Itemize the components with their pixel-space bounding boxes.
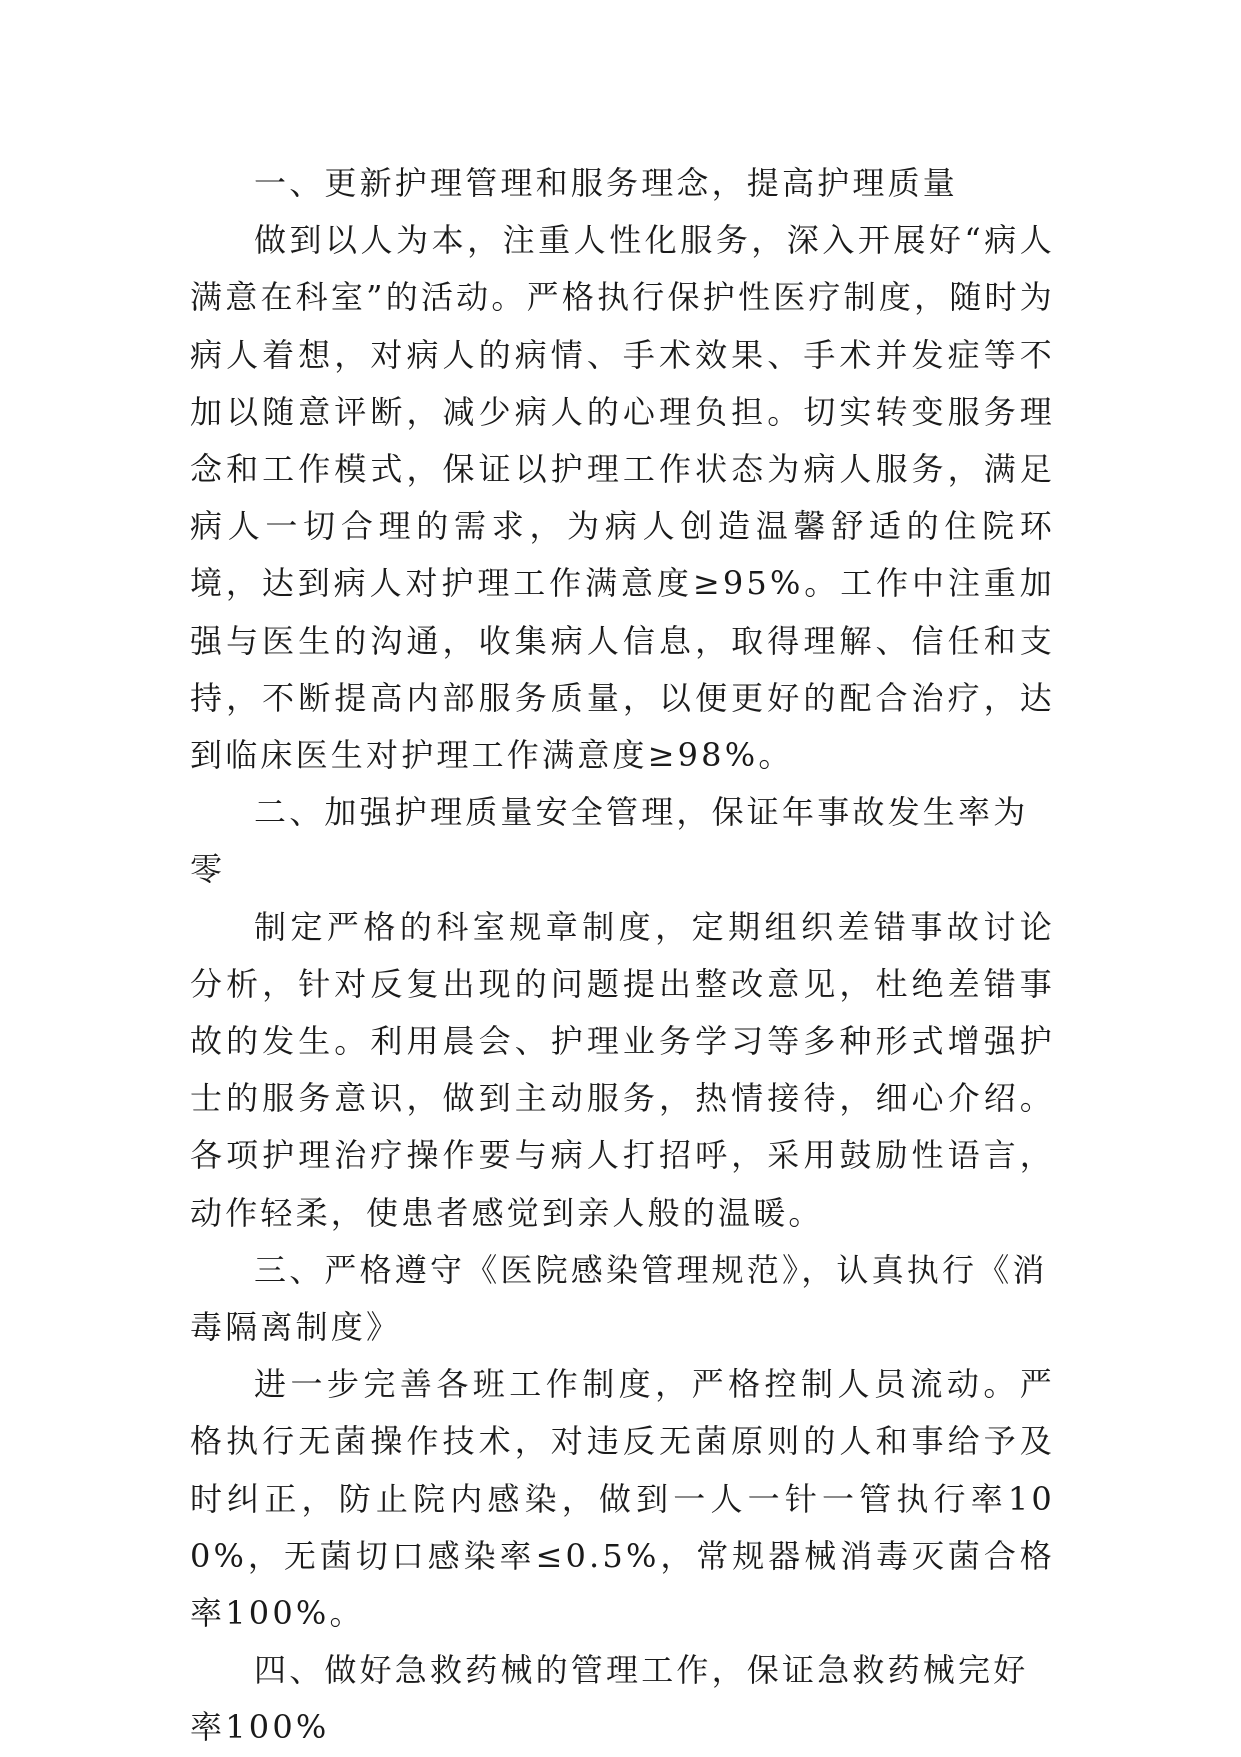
- section-paragraph-1: 做到以人为本，注重人性化服务，深入开展好“病人满意在科室”的活动。严格执行保护性医疗制度，随时为病人着想，对病人的病情、手术效果、手术并发症等不加以随意评断，减少病人的心理负担。切实转变服务理念和工作模式，保证以护理工作状态为病人服务，满足病人一切合理的需求，为病人创造温馨舒适的住院环境，达到病人对护理工作满意度≥95%。工作中注重加强与医生的沟通，收集病人信息，取得理解、信任和支持，不断提高内部服务质量，以便更好的配合治疗，达到临床医生对护理工作满意度≥98%。: [190, 221, 1055, 775]
- section-heading-4: 四、做好急救药械的管理工作，保证急救药械完好率100%: [190, 1651, 1029, 1747]
- section-paragraph-3: 进一步完善各班工作制度，严格控制人员流动。严格执行无菌操作技术，对违反无菌原则的人和事给予及时纠正，防止院内感染，做到一人一针一管执行率100%，无菌切口感染率≤0.5%，常规器械消毒灭菌合格率100%。: [190, 1365, 1055, 1633]
- section-heading-1: 一、更新护理管理和服务理念，提高护理质量: [254, 164, 959, 202]
- document-body: [190, 155, 1055, 1757]
- section-paragraph-2: 制定严格的科室规章制度，定期组织差错事故讨论分析，针对反复出现的问题提出整改意见，杜绝差错事故的发生。利用晨会、护理业务学习等多种形式增强护士的服务意识，做到主动服务，热情接待，细心介绍。各项护理治疗操作要与病人打招呼，采用鼓励性语言，动作轻柔，使患者感觉到亲人般的温暖。: [190, 907, 1055, 1232]
- section-heading-3: 三、严格遵守《医院感染管理规范》，认真执行《消毒隔离制度》: [190, 1250, 1048, 1347]
- section-heading-2: 二、加强护理质量安全管理，保证年事故发生率为零: [190, 793, 1029, 889]
